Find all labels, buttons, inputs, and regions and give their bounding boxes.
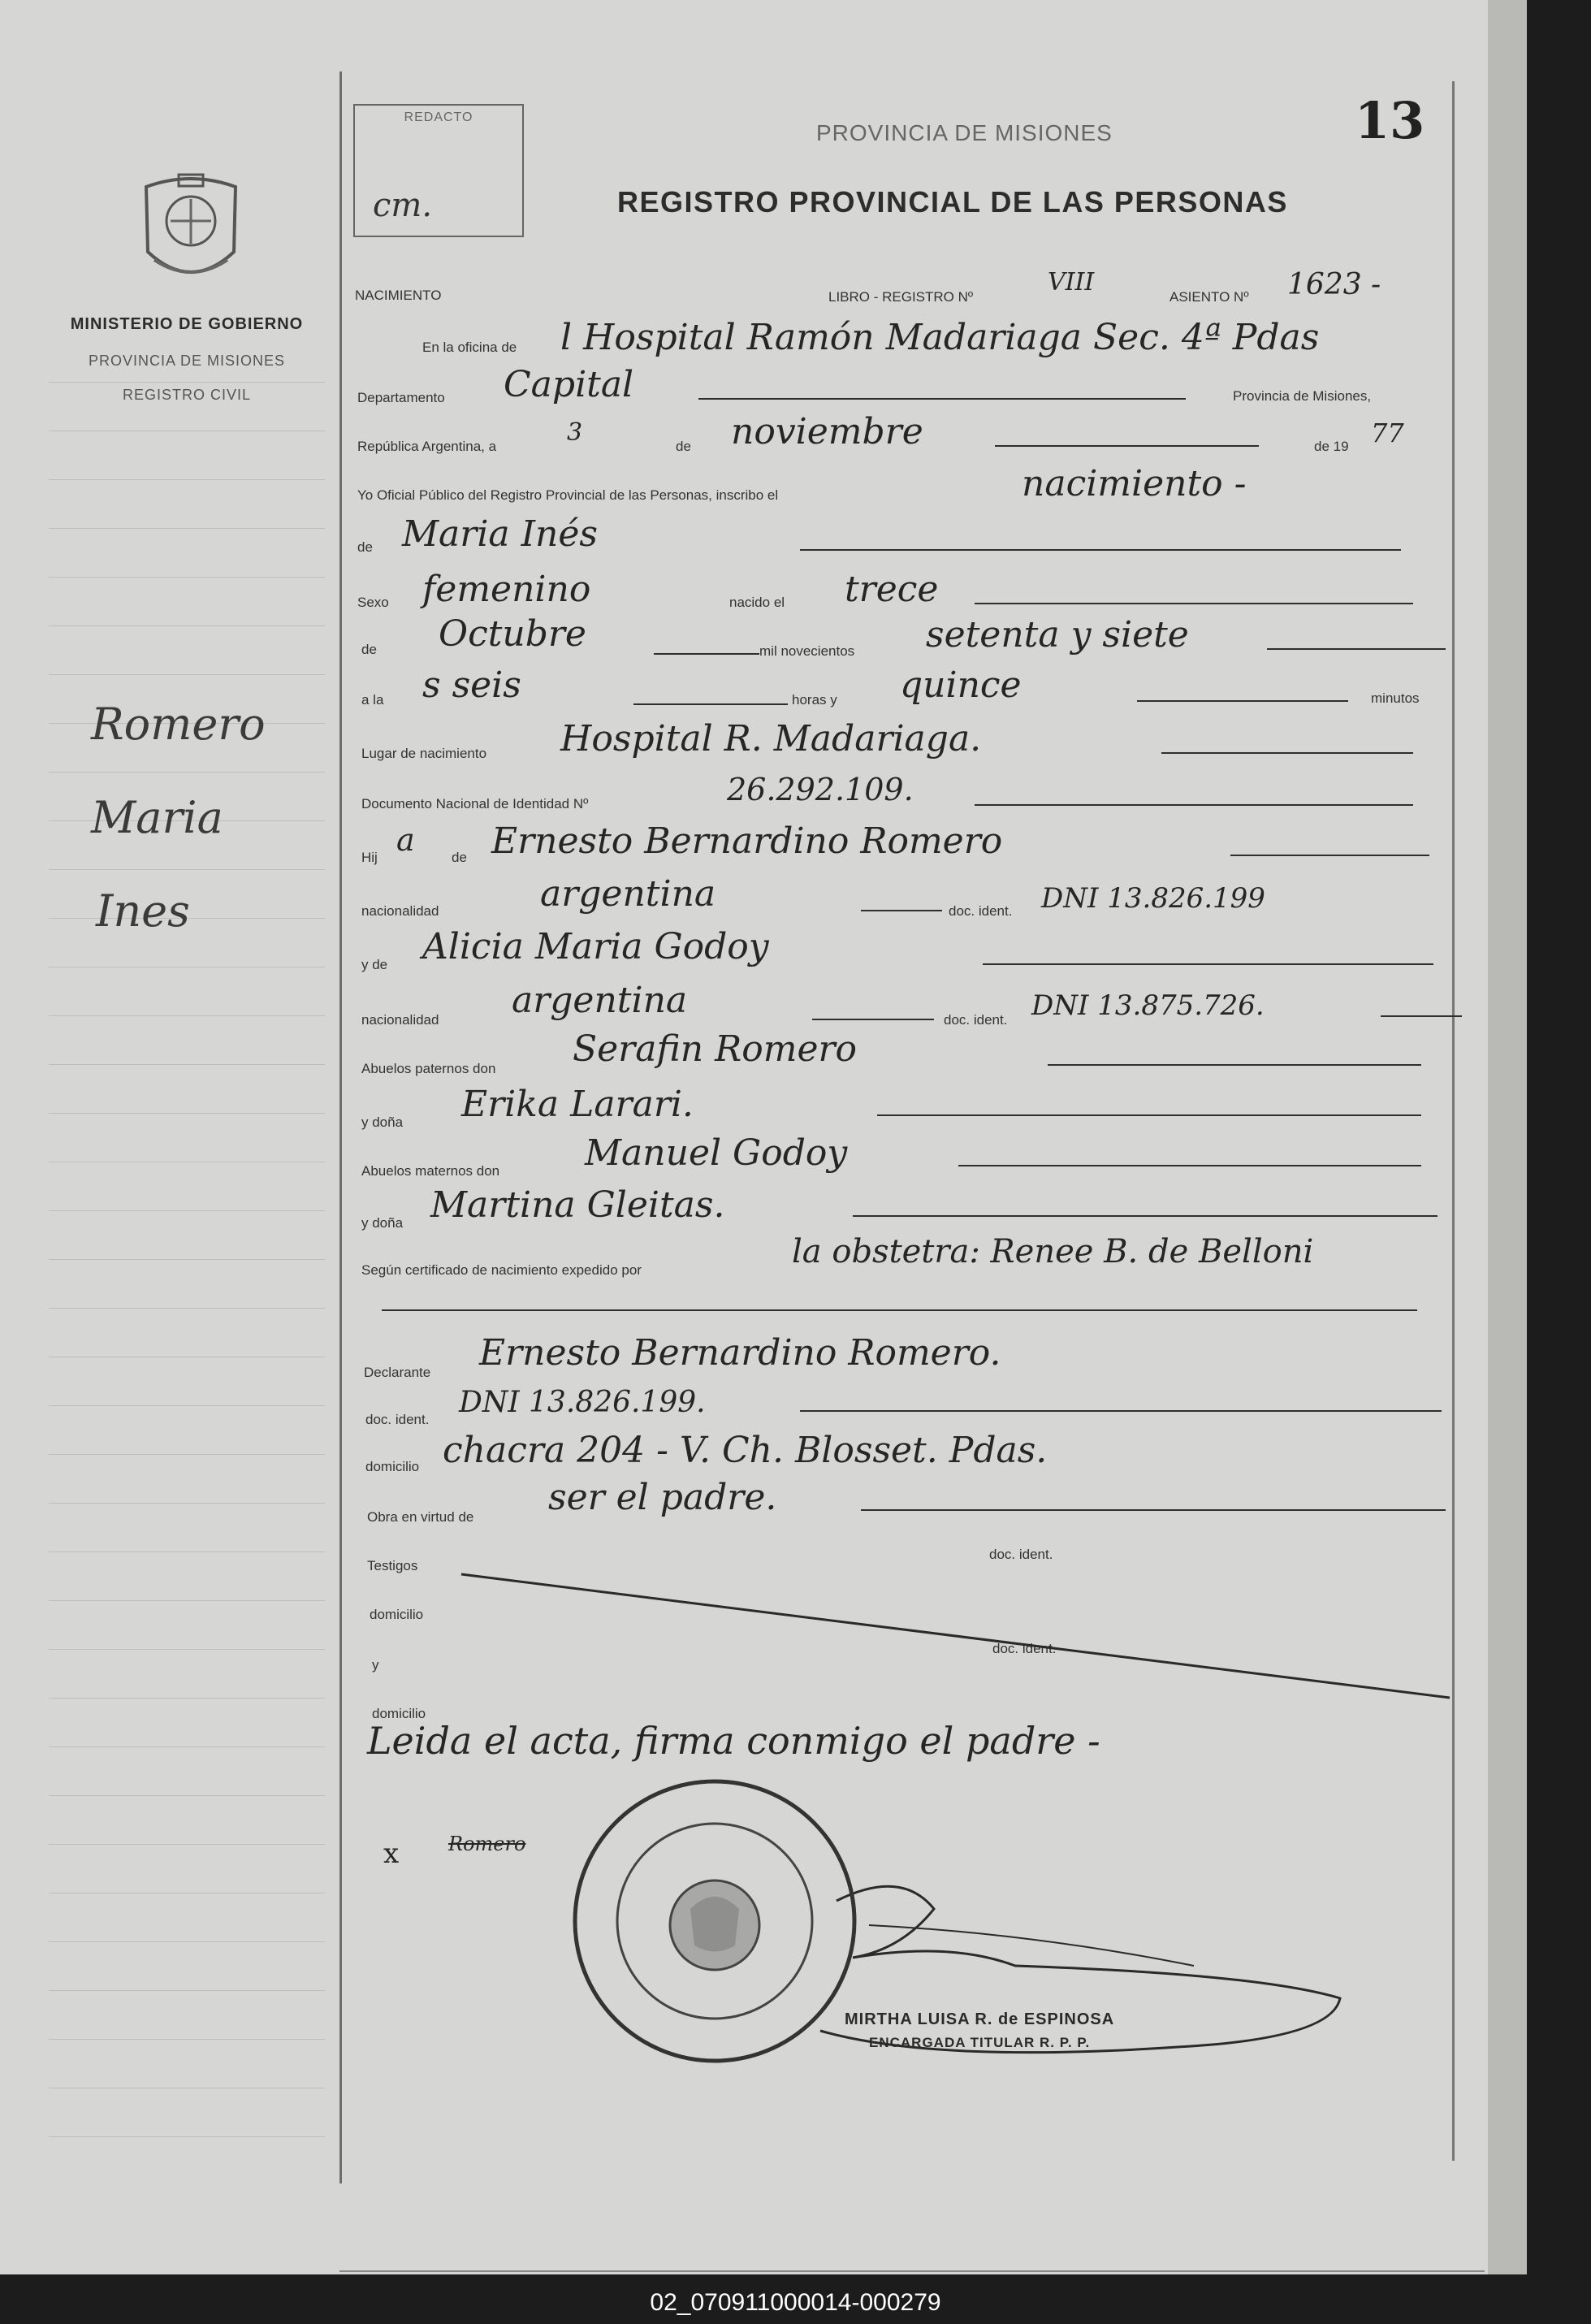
de-label: de [676,439,691,454]
oficina-label: En la oficina de [422,340,517,355]
domicilio3-label: domicilio [372,1706,426,1721]
fill-line [800,1410,1442,1412]
margin-ruling [49,772,325,773]
margin-ruling [49,2039,325,2040]
fill-line [958,1165,1421,1166]
nacionalidad-label: nacionalidad [361,903,439,919]
de2-label: de [357,539,373,555]
mes-value: noviembre [731,411,923,452]
fill-line [1267,648,1446,650]
margin-ruling [49,869,325,870]
margin-ruling [49,479,325,480]
sexo-label: Sexo [357,595,389,610]
yde-label: y de [361,957,388,972]
departamento-label: Departamento [357,390,445,405]
fill-line [698,398,1186,400]
fill-line [853,1215,1438,1217]
doc-declarante-value: DNI 13.826.199. [459,1386,706,1419]
doc-madre-value: DNI 13.875.726. [1031,989,1265,1022]
nac-padre-value: argentina [540,873,716,915]
abuela-materna-value: Martina Gleitas. [430,1184,725,1226]
testigos-label: Testigos [367,1558,418,1573]
margin-ruling [49,1844,325,1845]
republica-label: República Argentina, a [357,439,497,454]
obra-label: Obra en virtud de [367,1509,474,1525]
margin-ruling [49,1503,325,1504]
fill-line [861,910,942,911]
minutos-value: quince [900,664,1022,706]
hora-value: s seis [422,664,521,706]
margin-ruling [49,1649,325,1650]
madre-value: Alicia Maria Godoy [422,926,769,967]
cross-mark: x [383,1837,400,1870]
domicilio-label: domicilio [365,1459,420,1474]
hijo-suffix: a [396,822,415,858]
abuelo-paterno-value: Serafin Romero [573,1028,858,1070]
sexo-value: femenino [422,569,591,610]
margin-ruling [49,382,325,383]
scan-id-bar [0,2281,1591,2324]
domicilio2-label: domicilio [370,1607,424,1622]
departamento-value: Capital [504,364,634,405]
abuelos-paternos-label: Abuelos paternos don [361,1061,496,1076]
abuelos-maternos-label: Abuelos maternos don [361,1163,500,1179]
margin-ruling [49,1941,325,1942]
doc-padre-value: DNI 13.826.199 [1041,882,1265,915]
scan-id: 02_070911000014-000279 [650,2289,941,2316]
margin-ruling [49,1454,325,1455]
doc-ident-madre-label: doc. ident. [944,1012,1008,1028]
doc-ident3-label: doc. ident. [989,1547,1053,1562]
mes-nac-value: Octubre [439,613,586,655]
dia-value: 3 [567,418,583,447]
fill-line [382,1309,1417,1311]
anio-nac-value: setenta y siete [926,614,1189,656]
abuelo-materno-value: Manuel Godoy [585,1132,848,1174]
margin-ruling [49,1551,325,1552]
nacido-label: nacido el [729,595,785,610]
segun-label: Según certificado de nacimiento expedido por [361,1262,642,1278]
de3-label: de [361,642,377,657]
fill-line [1048,1064,1421,1066]
segun-value: la obstetra: Renee B. de Belloni [792,1233,1314,1270]
fill-line [654,653,759,655]
minutos-label: minutos [1371,690,1420,706]
bottom-rule [339,2270,1485,2272]
ala-label: a la [361,692,384,708]
margin-ruling [49,1210,325,1211]
stamp-official-name: MIRTHA LUISA R. de ESPINOSA [845,2010,1115,2028]
fill-line [633,703,788,705]
fill-line [1381,1015,1462,1017]
fill-line [975,804,1413,806]
fill-line [975,603,1413,604]
declarante-value: Ernesto Bernardino Romero. [479,1332,1001,1374]
strike-through-line [455,1560,1454,1722]
margin-ruling [49,1015,325,1016]
asiento-label: ASIENTO Nº [1169,289,1249,305]
margin-ruling [49,2136,325,2137]
margin-ruling [49,528,325,529]
redacto-box [353,104,524,237]
oficial-value: nacimiento - [1022,463,1247,504]
asiento-value: 1623 - [1287,268,1381,301]
lugar-value: Hospital R. Madariaga. [560,718,982,760]
nombre-value: Maria Inés [402,513,598,555]
margin-ruling [49,1064,325,1065]
doc-ident4-label: doc. ident. [992,1641,1057,1656]
margin-ruling [49,1600,325,1601]
registry-heading: REGISTRO PROVINCIAL DE LAS PERSONAS [617,185,1288,219]
mil-label: mil novecientos [759,643,855,659]
nacionalidad2-label: nacionalidad [361,1012,439,1028]
margin-note-surname: Romero [91,699,266,750]
margin-note-name1: Maria [91,792,223,843]
margin-note-name2: Ines [96,885,190,937]
ministry-title: MINISTERIO DE GOBIERNO [70,315,304,333]
anio-label: de 19 [1314,439,1349,454]
libro-value: VIII [1048,268,1095,296]
y-label: y [372,1657,379,1673]
doc-ident2-label: doc. ident. [365,1412,430,1427]
margin-ruling [49,1308,325,1309]
horas-label: horas y [792,692,837,708]
leida-text: Leida el acta, firma conmigo el padre - [367,1719,1100,1763]
page-edge [1488,0,1527,2274]
dni-label: Documento Nacional de Identidad Nº [361,796,589,811]
redacto-value: cm. [373,187,433,224]
nacimiento-label: NACIMIENTO [355,288,442,303]
doc-ident-label: doc. ident. [949,903,1013,919]
libro-label: LIBRO - REGISTRO Nº [828,289,974,305]
official-seal [569,1771,861,2071]
padre-value: Ernesto Bernardino Romero [491,820,1003,862]
margin-ruling [49,1990,325,1991]
margin-ruling [49,577,325,578]
margin-ruling [49,1746,325,1747]
fill-line [800,549,1401,551]
province-heading: PROVINCIA DE MISIONES [816,120,1113,145]
ydona2-label: y doña [361,1215,404,1231]
margin-ruling [49,1259,325,1260]
margin-ruling [49,1405,325,1406]
ministry-registry: REGISTRO CIVIL [122,387,252,403]
nac-madre-value: argentina [512,980,688,1021]
struck-word: Romero [448,1833,526,1855]
margin-ruling [49,1113,325,1114]
coat-of-arms-icon [138,171,244,292]
fill-line [1161,752,1413,754]
abuela-paterna-value: Erika Larari. [461,1084,694,1125]
ydona-label: y doña [361,1114,404,1130]
stamp-official-title: ENCARGADA TITULAR R. P. P. [869,2035,1091,2050]
fill-line [1230,855,1429,856]
margin-ruling [49,674,325,675]
fill-line [983,963,1433,965]
fill-line [995,445,1259,447]
fill-line [812,1019,934,1020]
hijo-label: Hij [361,850,378,865]
redacto-label: REDACTO [404,110,473,124]
folio-number: 13 [1355,91,1425,150]
oficina-value: l Hospital Ramón Madariaga Sec. 4ª Pdas [560,317,1320,358]
provincia-label: Provincia de Misiones, [1233,388,1372,404]
margin-ruling [49,1795,325,1796]
margin-ruling [49,625,325,626]
obra-value: ser el padre. [548,1477,777,1518]
declarante-label: Declarante [364,1365,431,1380]
fill-line [877,1114,1421,1116]
margin-rule [339,71,342,2183]
anio-value: 77 [1371,418,1404,448]
ministry-province: PROVINCIA DE MISIONES [88,353,286,369]
domicilio-value: chacra 204 - V. Ch. Blosset. Pdas. [443,1430,1048,1471]
dni-value: 26.292.109. [727,772,914,807]
hijo-de-label: de [452,850,467,865]
lugar-label: Lugar de nacimiento [361,746,487,761]
margin-ruling [49,1698,325,1699]
nacido-value: trece [845,569,939,610]
fill-line [1137,700,1348,702]
oficial-label: Yo Oficial Público del Registro Provincial de las Personas, inscribo el [357,487,779,503]
fill-line [861,1509,1446,1511]
right-rule [1452,81,1455,2161]
